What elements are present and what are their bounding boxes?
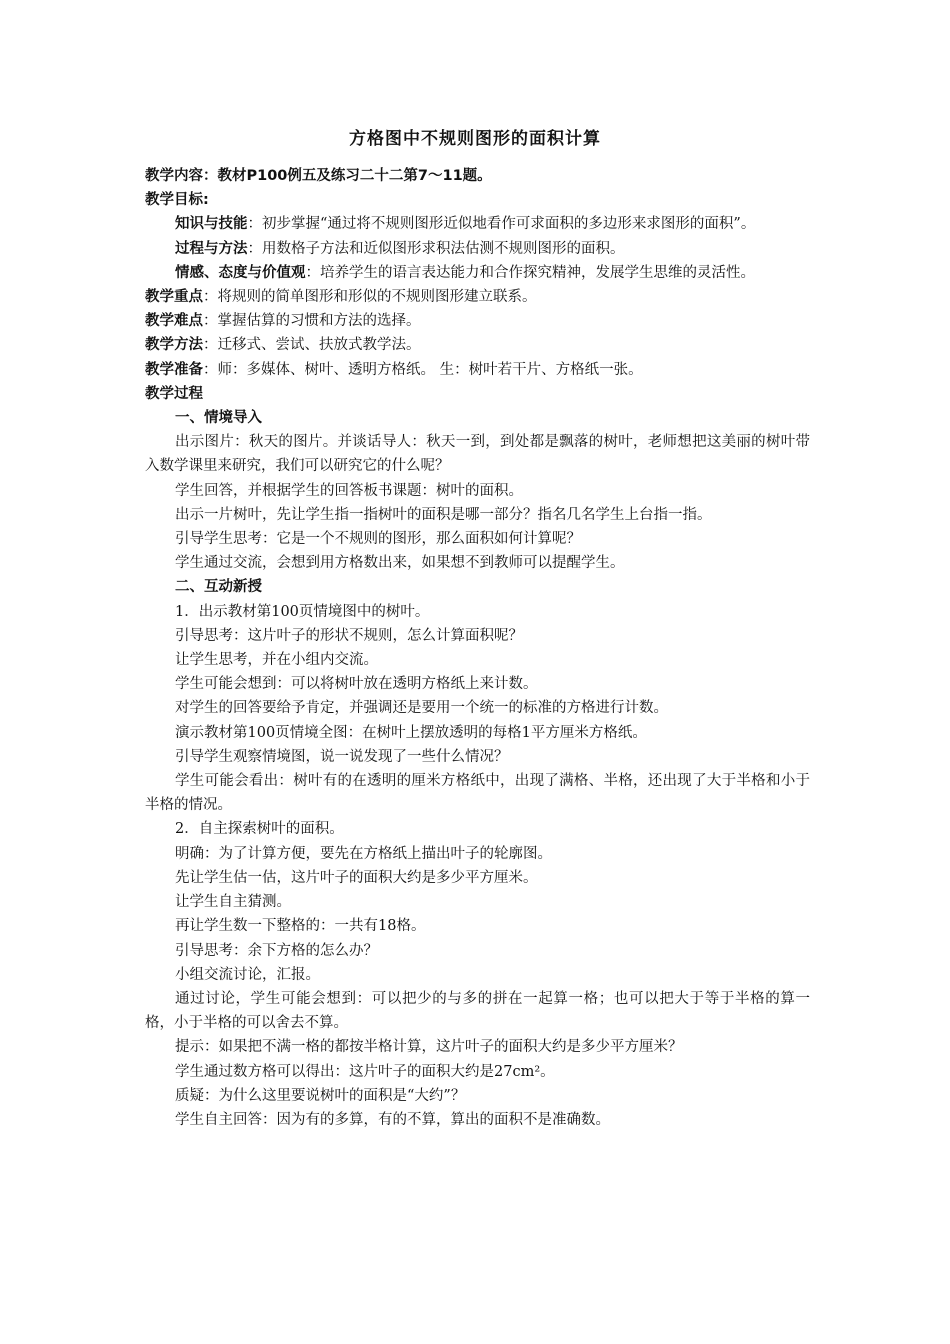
paragraph: 让学生思考，并在小组内交流。	[175, 652, 378, 669]
prep-line	[145, 358, 810, 382]
content-label: 教学内容：	[145, 168, 218, 184]
paragraph: 学生自主回答：因为有的多算，有的不算，算出的面积不是准确数。	[175, 1111, 610, 1128]
method-text: ：迁移式、尝试、扶放式教学法。	[203, 337, 421, 354]
prep-label: 教学准备	[145, 361, 203, 378]
goal-process-text: ：用数格子方法和近似图形求积法估测不规则图形的面积。	[247, 240, 625, 257]
section-2-title: 二、互动新授	[175, 579, 262, 596]
content-line	[145, 164, 810, 188]
goal-knowledge	[145, 212, 810, 236]
paragraph: 引导学生思考：它是一个不规则的图形，那么面积如何计算呢？	[175, 531, 581, 548]
method-line	[145, 333, 810, 357]
focus-line	[145, 285, 810, 309]
paragraph: 学生通过交流，会想到用方格数出来，如果想不到教师可以提醒学生。	[175, 555, 625, 572]
goal-process	[145, 237, 810, 261]
focus-label: 教学重点	[145, 289, 203, 306]
difficulty-label: 教学难点	[145, 313, 203, 330]
paragraph: 学生通过数方格可以得出：这片叶子的面积大约是27cm²。	[175, 1063, 555, 1080]
paragraph: 学生可能会想到：可以将树叶放在透明方格纸上来计数。	[175, 676, 538, 693]
focus-text: ：将规则的简单图形和形似的不规则图形建立联系。	[203, 289, 537, 306]
paragraph: 出示图片：秋天的图片。并谈话导人：秋天一到，到处都是飘落的树叶，老师想把这美丽的树叶带入数学课里来研究，我们可以研究它的什么呢？	[145, 434, 810, 475]
paragraph: 引导学生观察情境图，说一说发现了一些什么情况？	[175, 748, 509, 765]
prep-text: ：师：多媒体、树叶、透明方格纸。 生：树叶若干片、方格纸一张。	[203, 361, 643, 378]
document-body	[145, 164, 810, 1132]
paragraph: 再让学生数一下整格的：一共有18格。	[175, 918, 426, 935]
paragraph: 让学生自主猜测。	[175, 894, 291, 911]
paragraph: 先让学生估一估，这片叶子的面积大约是多少平方厘米。	[175, 869, 538, 886]
paragraph: 演示教材第100页情境全图：在树叶上摆放透明的每格1平方厘米方格纸。	[175, 724, 647, 741]
paragraph: 质疑：为什么这里要说树叶的面积是“大约”？	[175, 1087, 466, 1104]
section-1-title: 一、情境导入	[175, 410, 262, 427]
method-label: 教学方法	[145, 337, 203, 354]
goals-heading: 教学目标:	[145, 192, 209, 209]
paragraph: 小组交流讨论，汇报。	[175, 966, 320, 983]
paragraph: 对学生的回答要给予肯定，并强调还是要用一个统一的标准的方格进行计数。	[175, 700, 668, 717]
paragraph: 学生回答，并根据学生的回答板书课题：树叶的面积。	[175, 482, 523, 499]
paragraph: 2．自主探索树叶的面积。	[175, 821, 344, 838]
difficulty-text: ：掌握估算的习惯和方法的选择。	[203, 313, 421, 330]
goal-emotion-text: ：培养学生的语言表达能力和合作探究精神，发展学生思维的灵活性。	[305, 264, 755, 281]
content-text: 教材P100例五及练习二十二第7～11题。	[217, 168, 492, 184]
page-title: 方格图中不规则图形的面积计算	[349, 129, 601, 149]
goal-emotion	[145, 261, 810, 285]
paragraph: 学生可能会看出：树叶有的在透明的厘米方格纸中，出现了满格、半格，还出现了大于半格和小于半格的情况。	[145, 773, 810, 814]
goal-emotion-label: 情感、态度与价值观	[175, 264, 306, 281]
paragraph: 出示一片树叶，先让学生指一指树叶的面积是哪一部分？指名几名学生上台指一指。	[175, 506, 712, 523]
paragraph: 通过讨论，学生可能会想到：可以把少的与多的拼在一起算一格；也可以把大于等于半格的算一格，小于半格的可以舍去不算。	[145, 990, 810, 1032]
process-heading: 教学过程	[145, 385, 203, 402]
paragraph: 引导思考：这片叶子的形状不规则，怎么计算面积呢？	[175, 627, 523, 644]
paragraph: 提示：如果把不满一格的都按半格计算，这片叶子的面积大约是多少平方厘米？	[175, 1039, 683, 1056]
goal-knowledge-label: 知识与技能	[175, 216, 248, 233]
goal-knowledge-text: ：初步掌握“通过将不规则图形近似地看作可求面积的多边形来求图形的面积”。	[247, 216, 756, 233]
paragraph: 明确：为了计算方便，要先在方格纸上描出叶子的轮廓图。	[175, 845, 552, 862]
paragraph: 引导思考：余下方格的怎么办？	[175, 942, 378, 959]
paragraph: 1．出示教材第100页情境图中的树叶。	[175, 603, 430, 620]
difficulty-line	[145, 309, 810, 333]
goal-process-label: 过程与方法	[175, 240, 248, 257]
